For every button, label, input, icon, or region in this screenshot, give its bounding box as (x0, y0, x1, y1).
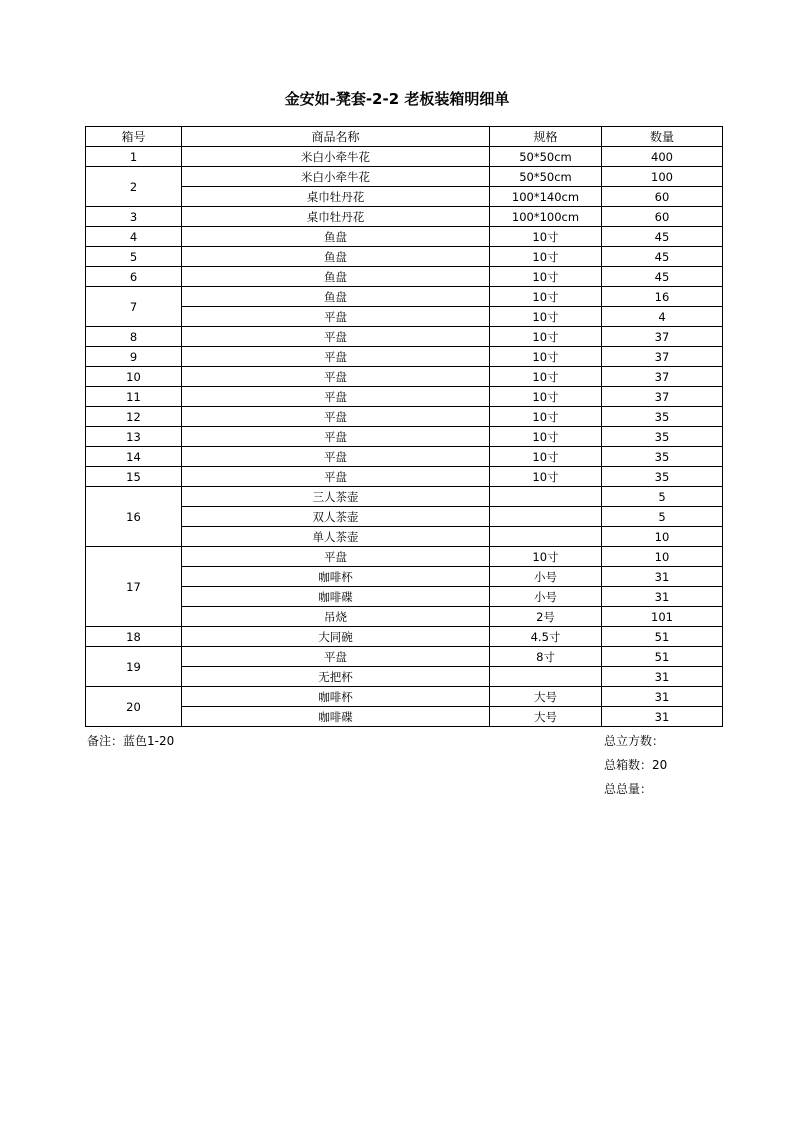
box-number-cell: 16 (86, 487, 182, 547)
product-name-cell: 平盘 (182, 307, 490, 327)
quantity-cell: 400 (602, 147, 723, 167)
quantity-cell: 35 (602, 467, 723, 487)
box-number-cell: 15 (86, 467, 182, 487)
product-name-cell: 鱼盘 (182, 247, 490, 267)
table-row (86, 447, 723, 467)
box-number-cell: 8 (86, 327, 182, 347)
table-row (86, 287, 723, 307)
quantity-cell: 45 (602, 247, 723, 267)
specification-cell: 10寸 (490, 447, 602, 467)
table-row (86, 627, 723, 647)
table-row (86, 427, 723, 447)
table-row (86, 387, 723, 407)
table-header-row (86, 127, 723, 147)
specification-cell: 大号 (490, 687, 602, 707)
specification-cell: 2号 (490, 607, 602, 627)
box-number-cell: 19 (86, 647, 182, 687)
box-number-cell: 14 (86, 447, 182, 467)
box-number-cell: 9 (86, 347, 182, 367)
product-name-cell: 桌巾牡丹花 (182, 207, 490, 227)
specification-cell: 4.5寸 (490, 627, 602, 647)
quantity-cell: 16 (602, 287, 723, 307)
box-number-cell: 6 (86, 267, 182, 287)
quantity-cell: 31 (602, 667, 723, 687)
quantity-cell: 31 (602, 587, 723, 607)
box-number-cell: 20 (86, 687, 182, 727)
specification-cell: 大号 (490, 707, 602, 727)
quantity-cell: 31 (602, 567, 723, 587)
product-name-cell: 平盘 (182, 467, 490, 487)
quantity-cell: 51 (602, 627, 723, 647)
product-name-cell: 鱼盘 (182, 267, 490, 287)
specification-cell: 10寸 (490, 387, 602, 407)
product-name-cell: 咖啡碟 (182, 587, 490, 607)
total-weight: 总总量： (604, 782, 653, 796)
product-name-cell: 鱼盘 (182, 227, 490, 247)
table-row (86, 487, 723, 507)
quantity-cell: 37 (602, 327, 723, 347)
table-row (86, 667, 723, 687)
table-row (86, 687, 723, 707)
quantity-cell: 60 (602, 187, 723, 207)
product-name-cell: 单人茶壶 (182, 527, 490, 547)
specification-cell: 10寸 (490, 287, 602, 307)
box-number-cell: 18 (86, 627, 182, 647)
specification-cell: 10寸 (490, 427, 602, 447)
product-name-cell: 平盘 (182, 387, 490, 407)
box-number-cell: 12 (86, 407, 182, 427)
specification-cell (490, 667, 602, 687)
table-row (86, 247, 723, 267)
table-row (86, 307, 723, 327)
quantity-cell: 60 (602, 207, 723, 227)
quantity-cell: 31 (602, 687, 723, 707)
table-row (86, 327, 723, 347)
table-row (86, 467, 723, 487)
specification-cell: 小号 (490, 587, 602, 607)
product-name-cell: 咖啡杯 (182, 687, 490, 707)
table-row (86, 367, 723, 387)
packing-list-table (85, 126, 723, 727)
table-body (86, 147, 723, 727)
table-row (86, 347, 723, 367)
product-name-cell: 平盘 (182, 647, 490, 667)
table-row (86, 587, 723, 607)
product-name-cell: 咖啡碟 (182, 707, 490, 727)
box-number-cell: 7 (86, 287, 182, 327)
specification-cell: 100*100cm (490, 207, 602, 227)
specification-cell (490, 527, 602, 547)
box-number-cell: 10 (86, 367, 182, 387)
table-row (86, 647, 723, 667)
table-row (86, 207, 723, 227)
quantity-cell: 35 (602, 427, 723, 447)
table-row (86, 607, 723, 627)
specification-cell: 50*50cm (490, 167, 602, 187)
table-row (86, 707, 723, 727)
box-number-cell: 2 (86, 167, 182, 207)
product-name-cell: 咖啡杯 (182, 567, 490, 587)
product-name-cell: 平盘 (182, 367, 490, 387)
quantity-cell: 10 (602, 527, 723, 547)
product-name-cell: 平盘 (182, 327, 490, 347)
product-name-cell: 三人茶壶 (182, 487, 490, 507)
box-number-cell: 1 (86, 147, 182, 167)
totals-block (604, 729, 667, 801)
table-row (86, 267, 723, 287)
specification-cell: 10寸 (490, 327, 602, 347)
product-name-cell: 米白小牵牛花 (182, 167, 490, 187)
header-product-name: 商品名称 (182, 127, 490, 147)
product-name-cell: 双人茶壶 (182, 507, 490, 527)
box-number-cell: 11 (86, 387, 182, 407)
total-volume: 总立方数： (604, 734, 665, 748)
header-quantity: 数量 (602, 127, 723, 147)
table-row (86, 227, 723, 247)
table-row (86, 167, 723, 187)
quantity-cell: 5 (602, 507, 723, 527)
quantity-cell: 35 (602, 407, 723, 427)
product-name-cell: 平盘 (182, 447, 490, 467)
specification-cell: 10寸 (490, 247, 602, 267)
table-row (86, 527, 723, 547)
table-row (86, 187, 723, 207)
product-name-cell: 平盘 (182, 347, 490, 367)
product-name-cell: 大同碗 (182, 627, 490, 647)
specification-cell: 10寸 (490, 547, 602, 567)
quantity-cell: 45 (602, 267, 723, 287)
total-boxes: 总箱数：20 (604, 758, 668, 772)
specification-cell: 10寸 (490, 367, 602, 387)
quantity-cell: 101 (602, 607, 723, 627)
box-number-cell: 3 (86, 207, 182, 227)
quantity-cell: 37 (602, 347, 723, 367)
quantity-cell: 5 (602, 487, 723, 507)
specification-cell: 50*50cm (490, 147, 602, 167)
table-row (86, 547, 723, 567)
specification-cell: 10寸 (490, 267, 602, 287)
quantity-cell: 100 (602, 167, 723, 187)
product-name-cell: 平盘 (182, 427, 490, 447)
table-row (86, 147, 723, 167)
product-name-cell: 平盘 (182, 547, 490, 567)
quantity-cell: 45 (602, 227, 723, 247)
quantity-cell: 37 (602, 387, 723, 407)
quantity-cell: 35 (602, 447, 723, 467)
table-row (86, 407, 723, 427)
remarks-note: 备注：蓝色1-20 (87, 734, 175, 748)
product-name-cell: 吊烧 (182, 607, 490, 627)
box-number-cell: 17 (86, 547, 182, 627)
specification-cell: 10寸 (490, 307, 602, 327)
box-number-cell: 4 (86, 227, 182, 247)
quantity-cell: 31 (602, 707, 723, 727)
document-title: 金安如-凳套-2-2 老板装箱明细单 (284, 90, 510, 108)
specification-cell: 10寸 (490, 467, 602, 487)
quantity-cell: 4 (602, 307, 723, 327)
product-name-cell: 无把杯 (182, 667, 490, 687)
header-box-number: 箱号 (86, 127, 182, 147)
product-name-cell: 米白小牵牛花 (182, 147, 490, 167)
specification-cell (490, 507, 602, 527)
table-row (86, 507, 723, 527)
product-name-cell: 鱼盘 (182, 287, 490, 307)
quantity-cell: 37 (602, 367, 723, 387)
specification-cell: 10寸 (490, 227, 602, 247)
quantity-cell: 51 (602, 647, 723, 667)
specification-cell: 小号 (490, 567, 602, 587)
quantity-cell: 10 (602, 547, 723, 567)
specification-cell (490, 487, 602, 507)
header-specification: 规格 (490, 127, 602, 147)
specification-cell: 10寸 (490, 347, 602, 367)
box-number-cell: 13 (86, 427, 182, 447)
product-name-cell: 桌巾牡丹花 (182, 187, 490, 207)
specification-cell: 10寸 (490, 407, 602, 427)
specification-cell: 100*140cm (490, 187, 602, 207)
product-name-cell: 平盘 (182, 407, 490, 427)
specification-cell: 8寸 (490, 647, 602, 667)
box-number-cell: 5 (86, 247, 182, 267)
table-row (86, 567, 723, 587)
